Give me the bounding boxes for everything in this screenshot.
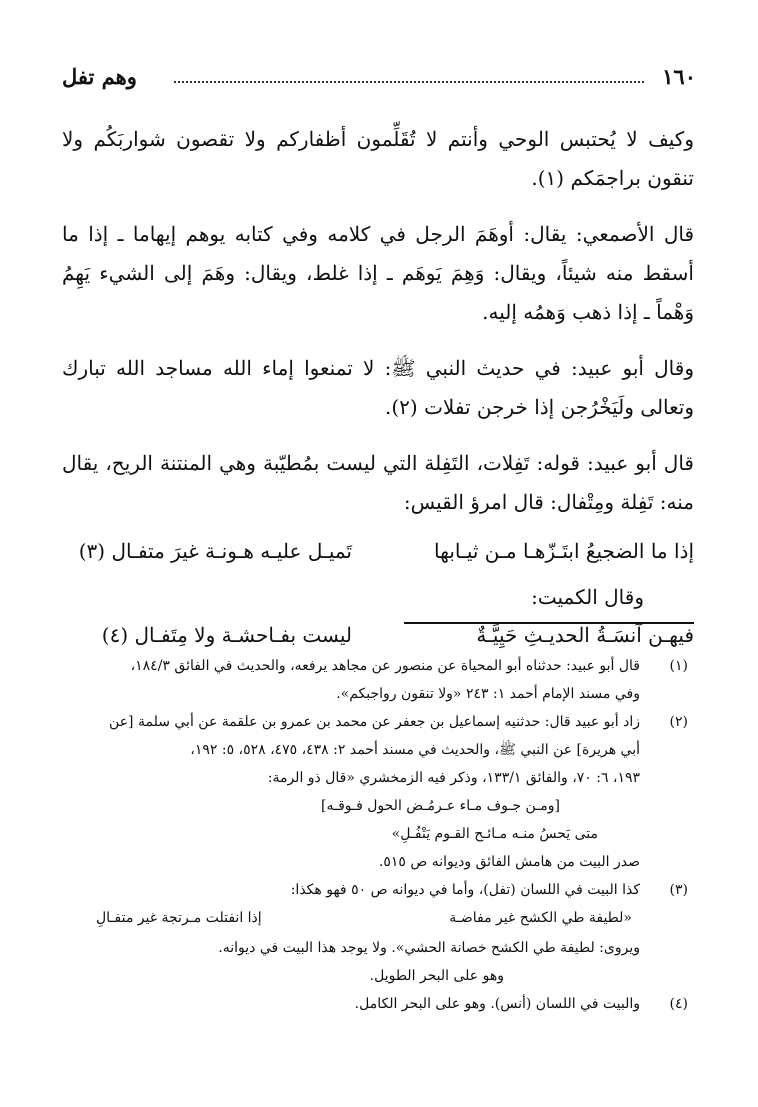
footnote-line: وهو على البحر الطويل. [369,968,504,984]
verse-hemistich-second: ليست بفـاحشـة ولا مِتَفـال (٤) [101,623,352,647]
footnote-line: والبيت في اللسان (أنس). وهو على البحر الكامل. [354,996,640,1012]
verse-hemistich-first: إذا ما الضجيعُ ابتَـزّهـا مـن ثيـابها [434,539,694,563]
page-header [62,64,696,94]
footnote-line: صدر البيت من هامش الفائق وديوانه ص ٥١٥. [378,854,640,870]
paragraph-3: وقال أبو عبيد: في حديث النبي ﷺ: لا تمنعوا إماء الله مساجد الله تبارك وتعالى ولَيَخْرُجن إذا خرجن تفلات (٢). [62,356,694,419]
paragraph-2: قال الأصمعي: يقال: أوهَمَ الرجل في كلامه وفي كتابه يوهم إيهاما ـ إذا ما أسقط منه شيئاً، ويقال: وَهِمَ يَوهَم ـ إذا غلط، ويقال: وهَمَ إلى الشيء يَهِمُ وَهْماً ـ إذا ذهب وَهمُه إليه. [62,222,694,324]
footnote-4 [66,990,688,1018]
footnote-2 [66,708,688,876]
footnote-3 [66,876,688,990]
running-head: وهم تفل [62,64,137,89]
footnote-line: قال أبو عبيد: حدثناه أبو المحياة عن منصور عن مجاهد يرفعه، والحديث في الفائق ١٨٤/٣، [130,658,640,674]
footnote-number: (٤) [669,996,688,1012]
footnote-couplet [66,904,640,934]
verse-hemistich-second: تَميـل عليـه هـونـة غيرَ متفـال (٣) [78,539,352,563]
footnote-number: (٣) [669,882,688,898]
footnote-separator [404,622,694,624]
footnote-1 [66,652,688,708]
footnotes [66,652,688,1018]
verse-hemistich-first: فيهـن آنسَـةُ الحديـثِ حَيِيَّـةٌ [476,623,694,647]
verse-imru-al-qays [62,539,694,579]
couplet-first: «لطيفة طي الكشح غير مفاضـة [449,910,632,926]
footnote-number: (٢) [669,714,688,730]
footnote-line: كذا البيت في اللسان (تفل)، وأما في ديوانه ص ٥٠ فهو هكذا: [290,882,640,898]
header-dotted-rule [174,81,644,83]
footnote-poem-line: متى يَحسُ منـه مـائـح القـوم يَتْفُـلِ» [391,826,598,842]
footnote-line: ١٩٣، ٦: ٧٠، والفائق ١٣٣/١، وذكر فيه الزمخشري «قال ذو الرمة: [267,770,640,786]
paragraph-1: وكيف لا يُحتبس الوحي وأنتم لا تُقَلِّمون أظفاركم ولا تقصون شواربَكُم ولا تنقون براجمَكم (١). [62,127,694,190]
page-number: ١٦٠ [662,64,696,89]
couplet-second: إذا انفتلت مـرتجة غير متفـالِ [96,910,262,926]
footnote-line: وفي مسند الإمام أحمد ١: ٢٤٣ «ولا تنقون رواجبكم». [336,686,640,702]
footnote-line: زاد أبو عبيد قال: حدثنيه إسماعيل بن جعفر عن محمد بن عمرو بن علقمة عن أبي سلمة [عن [109,714,640,730]
footnote-line: ويروى: لطيفة طي الكشح خصانة الحشي». ولا يوجد هذا البيت في ديوانه. [218,940,640,956]
main-text [62,120,694,663]
footnote-poem-line: [ومـن جـوف مـاء عـرمُـض الحول فـوقـه] [321,798,560,814]
paragraph-4: قال أبو عبيد: قوله: تَفِلات، التَفِلة التي ليست بمُطيّبة وهي المنتنة الريح، يقال منه: تَفِلة ومِتْفال: قال امرؤ القيس: [62,451,694,514]
footnote-number: (١) [669,658,688,674]
footnote-line: أبي هريرة] عن النبي ﷺ، والحديث في مسند أحمد ٢: ٤٣٨، ٤٧٥، ٥٢٨، ٥: ١٩٢، [190,742,640,758]
kumayt-intro: وقال الكميت: [531,585,644,609]
